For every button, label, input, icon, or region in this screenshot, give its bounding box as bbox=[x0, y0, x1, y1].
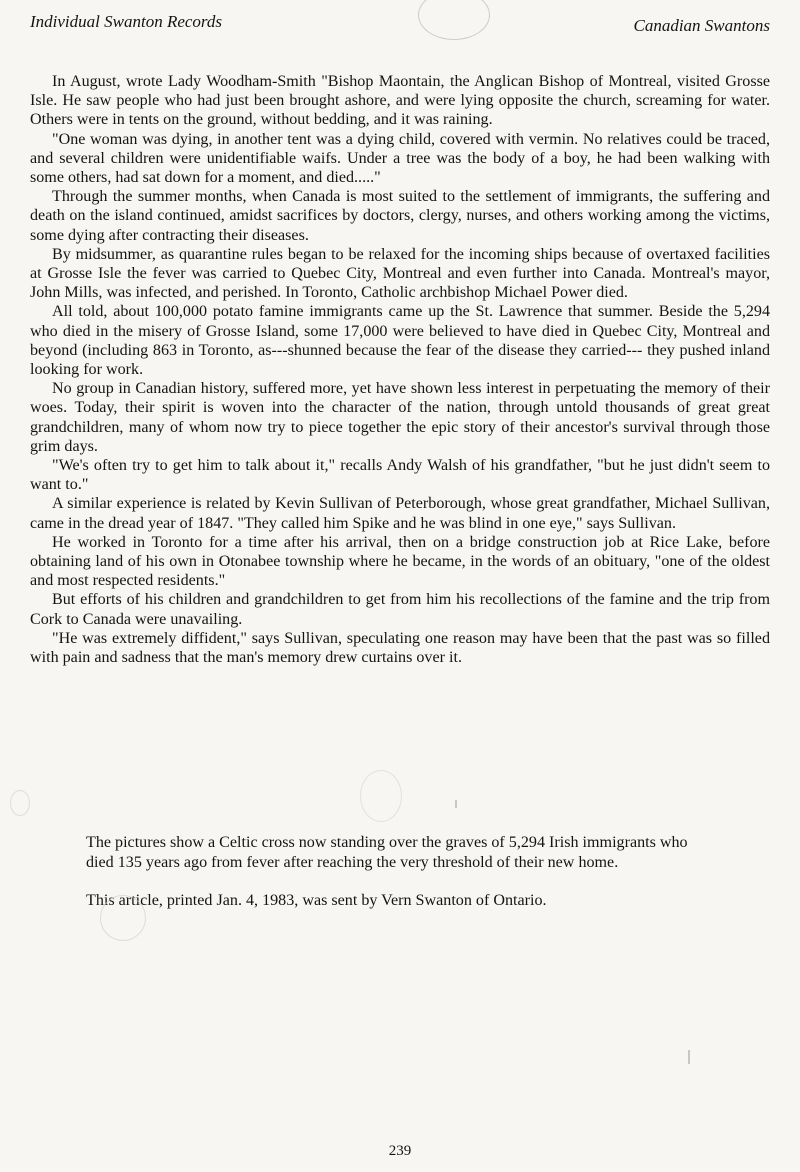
paragraph: "We's often try to get him to talk about it," recalls Andy Walsh of his grandfather, "but he just didn't seem to want to." bbox=[30, 457, 770, 494]
paragraph: A similar experience is related by Kevin Sullivan of Peterborough, whose great grandfather, Michael Sullivan, came in the dread year of 1847. "They called him Spike and he was blind in one eye," says Sullivan. bbox=[30, 495, 770, 532]
caption-source: This article, printed Jan. 4, 1983, was sent by Vern Swanton of Ontario. bbox=[86, 892, 547, 909]
picture-caption bbox=[86, 833, 706, 930]
paragraph: But efforts of his children and grandchildren to get from him his recollections of the famine and the trip from Cork to Canada were unavailing. bbox=[30, 591, 770, 628]
paragraph: He worked in Toronto for a time after his arrival, then on a bridge construction job at Rice Lake, before obtaining land of his own in Otonabee township where he became, in the words of an obituary, "one of the oldest and most respected residents." bbox=[30, 533, 770, 590]
paragraph: By midsummer, as quarantine rules began to be relaxed for the incoming ships because of overtaxed facilities at Grosse Isle the fever was carried to Quebec City, Montreal and even further into Canada. Montreal's mayor, John Mills, was infected, and perished. In Toronto, Catholic archbishop Michael Power died. bbox=[30, 245, 770, 302]
scan-blemish bbox=[10, 790, 30, 816]
running-header-right: Canadian Swantons bbox=[633, 16, 770, 35]
page-number: 239 bbox=[388, 1143, 412, 1159]
caption-pictures: The pictures show a Celtic cross now standing over the graves of 5,294 Irish immigrants who died 135 years ago from fever after reaching the very threshold of their new home. bbox=[86, 834, 688, 871]
paragraph: No group in Canadian history, suffered more, yet have shown less interest in perpetuating the memory of their woes. Today, their spirit is woven into the character of the nation, through untold thousands of great great grandchildren, many of whom now try to piece together the epic story of their ancestor's survival through those grim days. bbox=[30, 380, 770, 455]
article-body bbox=[30, 72, 770, 667]
running-header-left: Individual Swanton Records bbox=[30, 12, 223, 31]
scan-blemish bbox=[360, 770, 402, 822]
paragraph: All told, about 100,000 potato famine immigrants came up the St. Lawrence that summer. Beside the 5,294 who died in the misery of Grosse Island, some 17,000 were believed to have died in Quebec City, Montreal and beyond (including 863 in Toronto, as---shunned because the fear of the disease they carried--- they pushed inland looking for work. bbox=[30, 303, 770, 379]
paragraph: "He was extremely diffident," says Sullivan, speculating one reason may have been that the past was so filled with pain and sadness that the man's memory drew curtains over it. bbox=[30, 629, 770, 667]
paragraph: Through the summer months, when Canada is most suited to the settlement of immigrants, the suffering and death on the island continued, amidst sacrifices by doctors, clergy, nurses, and others working among the victims, some dying after contracting their diseases. bbox=[30, 188, 770, 244]
scan-speck bbox=[455, 800, 457, 808]
paragraph: In August, wrote Lady Woodham-Smith "Bishop Maontain, the Anglican Bishop of Montreal, visited Grosse Isle. He saw people who had just been brought ashore, and were lying opposite the church, screaming for water. Others were in tents on the ground, without bedding, and it was raining. bbox=[30, 73, 770, 129]
scan-speck bbox=[688, 1050, 690, 1064]
paragraph: "One woman was dying, in another tent was a dying child, covered with vermin. No relatives could be traced, and several children were unidentifiable waifs. Under a tree was the body of a boy, he had been walking with some others, had sat down for a moment, and died....." bbox=[30, 130, 770, 187]
scan-blemish bbox=[418, 0, 490, 40]
